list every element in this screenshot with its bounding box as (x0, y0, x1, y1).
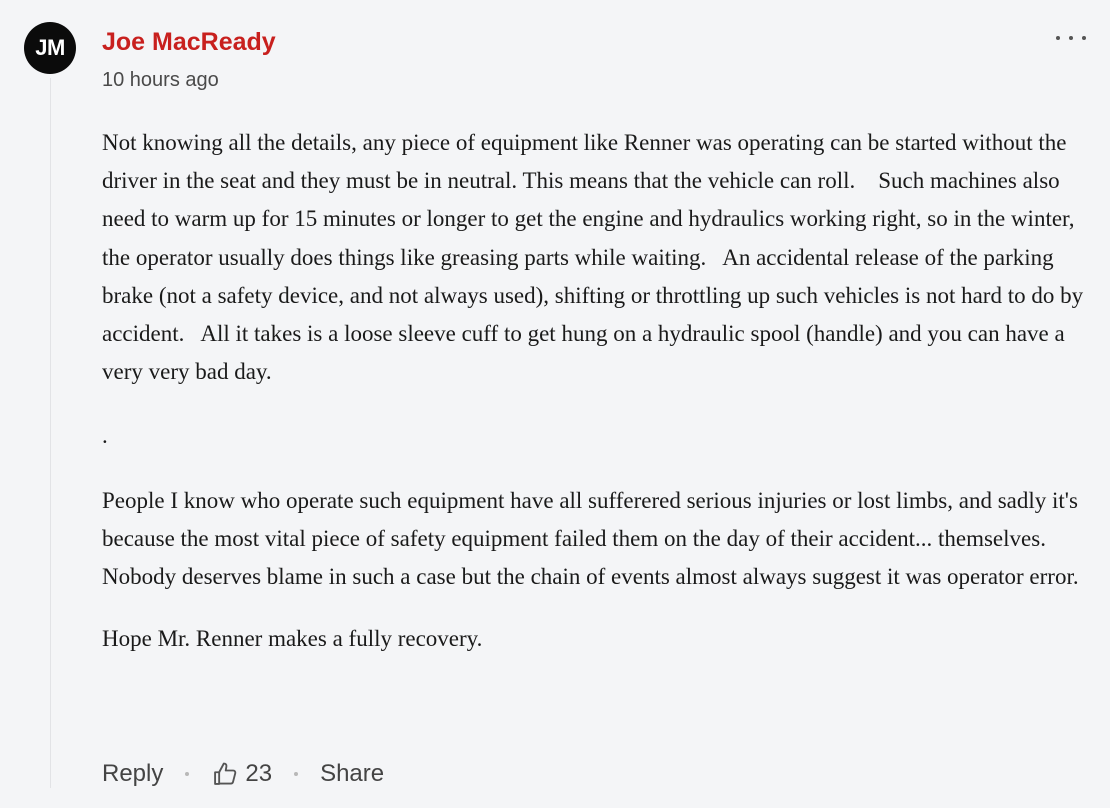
like-count: 23 (245, 760, 273, 787)
comment-timestamp: 10 hours ago (102, 69, 219, 91)
comment-paragraph: . (102, 423, 108, 449)
comment-paragraph: Hope Mr. Renner makes a fully recovery. (102, 626, 483, 652)
thread-line (50, 78, 51, 788)
avatar-initials: JM (35, 35, 65, 60)
comment-actions (102, 754, 384, 794)
separator-dot (185, 772, 189, 776)
more-options-button[interactable] (1056, 28, 1086, 48)
more-dots-icon (1082, 36, 1086, 40)
avatar[interactable] (24, 22, 76, 74)
more-dots-icon (1056, 36, 1060, 40)
separator-dot (294, 772, 298, 776)
comment-paragraph: Not knowing all the details, any piece of equipment like Renner was operating can be started without the driver in the seat and they must be in neutral. This means that the vehicle can roll. Such machines also need to warm up for 15 minutes or longer to get the engine and hydraulics working right, so in the winter, the operator usually does things like greasing parts while waiting. An accidental release of the parking brake (not a safety device, and not always used), shifting or throttling up such vehicles is not hard to do by accident. All it takes is a loose sleeve cuff to get hung on a hydraulic spool (handle) and you can have a very very bad day. (102, 130, 1089, 385)
reply-button[interactable]: Reply (102, 760, 164, 787)
comment-paragraph: People I know who operate such equipment have all sufferered serious injuries or lost limbs, and sadly it's because the most vital piece of safety equipment failed them on the day of their accident... themselves. Nobody deserves blame in such a case but the chain of events almost always suggest it was operator error. (102, 487, 1084, 590)
more-dots-icon (1069, 36, 1073, 40)
share-button[interactable]: Share (320, 760, 385, 787)
thumbs-up-icon (211, 760, 239, 788)
like-button[interactable] (211, 760, 272, 788)
comment-body (102, 124, 1087, 658)
author-name[interactable]: Joe MacReady (102, 28, 276, 56)
